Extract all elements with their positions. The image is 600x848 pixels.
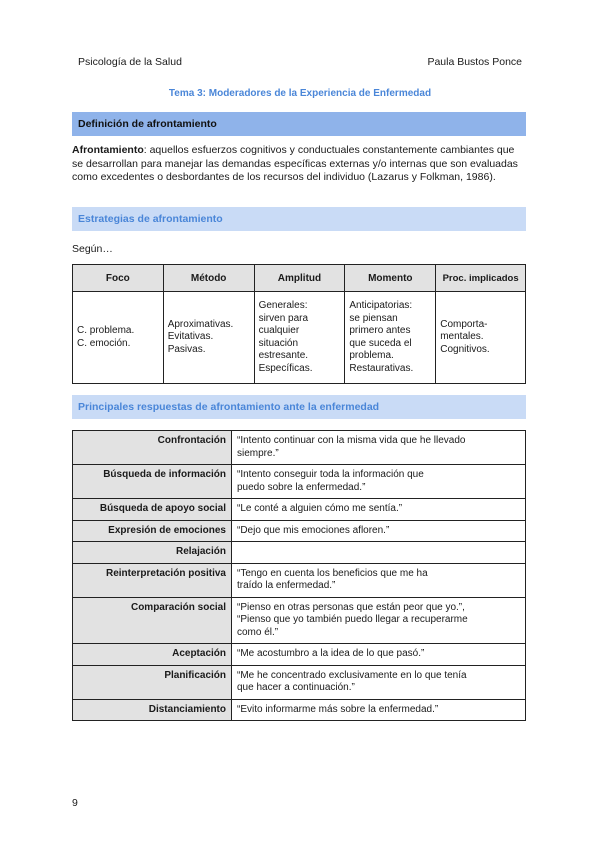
cell-line: problema.	[349, 350, 394, 361]
cell-metodo	[163, 292, 254, 384]
page-number: 9	[72, 797, 78, 809]
header-subject: Psicología de la Salud	[78, 56, 182, 68]
response-label: Búsqueda de información	[73, 465, 232, 499]
response-example-line: “Dejo que mis emociones afloren.”	[237, 524, 390, 536]
cell-line: primero antes	[349, 325, 411, 336]
response-label: Confrontación	[73, 431, 232, 465]
column-header: Método	[163, 265, 254, 292]
response-example-line: “Tengo en cuenta los beneficios que me ha	[237, 567, 428, 579]
cell-line: estresante.	[258, 350, 309, 361]
strategies-heading: Estrategias de afrontamiento	[72, 207, 526, 231]
response-row	[73, 665, 526, 699]
response-example-line: traído la enfermedad.”	[237, 580, 336, 591]
cell-line: Comporta-	[440, 318, 488, 330]
strategies-body-row	[73, 292, 526, 384]
response-example	[232, 431, 526, 465]
response-example-line: “Me he concentrado exclusivamente en lo que tenía	[237, 669, 467, 681]
response-row	[73, 465, 526, 499]
column-header: Momento	[345, 265, 436, 292]
responses-table	[72, 430, 526, 721]
cell-line: situación	[258, 337, 299, 349]
definition-text: : aquellos esfuerzos cognitivos y conductuales constantemente cambiantes que se desarrollan para manejar las demandas específicas externas y/o internas que son evaluadas como excedentes o desbordantes de los recursos del individuo (Lazarus y Folkman, 1986).	[72, 144, 518, 183]
response-example-line: “Pienso que yo también puedo llegar a recuperarme	[237, 614, 468, 625]
cell-line: cualquier	[258, 325, 300, 336]
cell-line: que suceda el	[349, 337, 412, 349]
response-row	[73, 542, 526, 564]
response-row	[73, 520, 526, 542]
response-example	[232, 542, 526, 564]
response-example-line: “Intento continuar con la misma vida que he llevado	[237, 435, 466, 446]
header-author: Paula Bustos Ponce	[427, 56, 522, 68]
cell-amplitud	[254, 292, 345, 384]
response-example-line: “Pienso en otras personas que están peor que yo.”,	[237, 601, 465, 613]
cell-line: Pasivas.	[167, 343, 206, 355]
cell-momento	[345, 292, 436, 384]
column-header: Amplitud	[254, 265, 345, 292]
cell-line: C. emoción.	[77, 337, 131, 349]
response-row	[73, 431, 526, 465]
cell-procesos	[436, 292, 526, 384]
response-example-line: “Me acostumbro a la idea de lo que pasó.”	[237, 648, 425, 659]
cell-line: Aproximativas.	[167, 318, 234, 330]
topic-title: Tema 3: Moderadores de la Experiencia de Enfermedad	[168, 88, 432, 99]
response-row	[73, 499, 526, 521]
response-example	[232, 465, 526, 499]
cell-line: Anticipatorias:	[349, 300, 413, 311]
response-row	[73, 597, 526, 644]
response-example	[232, 499, 526, 521]
strategies-intro: Según…	[72, 243, 113, 255]
column-header: Proc. implicados	[436, 265, 526, 292]
response-example-line: que hacer a continuación.”	[237, 682, 355, 693]
response-example-line: como él.”	[237, 626, 279, 638]
cell-line: se piensan	[349, 312, 398, 324]
definition-paragraph	[72, 144, 522, 185]
cell-line: Generales:	[258, 300, 308, 311]
response-label: Expresión de emociones	[73, 520, 232, 542]
response-row	[73, 563, 526, 597]
column-header: Foco	[73, 265, 164, 292]
definition-heading: Definición de afrontamiento	[72, 112, 526, 136]
definition-term: Afrontamiento	[72, 144, 144, 156]
response-label: Búsqueda de apoyo social	[73, 499, 232, 521]
response-label: Distanciamiento	[73, 699, 232, 721]
response-example	[232, 563, 526, 597]
cell-line: C. problema.	[77, 325, 135, 336]
response-label: Reinterpretación positiva	[73, 563, 232, 597]
response-example	[232, 644, 526, 666]
cell-line: Restaurativas.	[349, 362, 414, 374]
response-label: Aceptación	[73, 644, 232, 666]
response-example-line: siempre.”	[237, 447, 279, 459]
cell-foco	[73, 292, 164, 384]
cell-line: Cognitivos.	[440, 343, 490, 355]
response-example-line: puedo sobre la enfermedad.”	[237, 481, 366, 493]
response-example	[232, 699, 526, 721]
response-example	[232, 597, 526, 644]
responses-heading: Principales respuestas de afrontamiento ante la enfermedad	[72, 395, 526, 419]
strategies-header-row	[73, 265, 526, 292]
cell-line: Evitativas.	[167, 331, 214, 343]
strategies-table	[72, 264, 526, 384]
cell-line: Específicas.	[258, 362, 313, 374]
response-label: Comparación social	[73, 597, 232, 644]
response-example	[232, 665, 526, 699]
response-example	[232, 520, 526, 542]
response-label: Planificación	[73, 665, 232, 699]
response-example-line: “Le conté a alguien cómo me sentía.”	[237, 503, 403, 514]
response-label: Relajación	[73, 542, 232, 564]
response-row	[73, 699, 526, 721]
response-row	[73, 644, 526, 666]
response-example-line: “Evito informarme más sobre la enfermedad.”	[237, 703, 439, 715]
response-example-line: “Intento conseguir toda la información que	[237, 469, 424, 480]
cell-line: mentales.	[440, 331, 484, 343]
cell-line: sirven para	[258, 312, 309, 324]
